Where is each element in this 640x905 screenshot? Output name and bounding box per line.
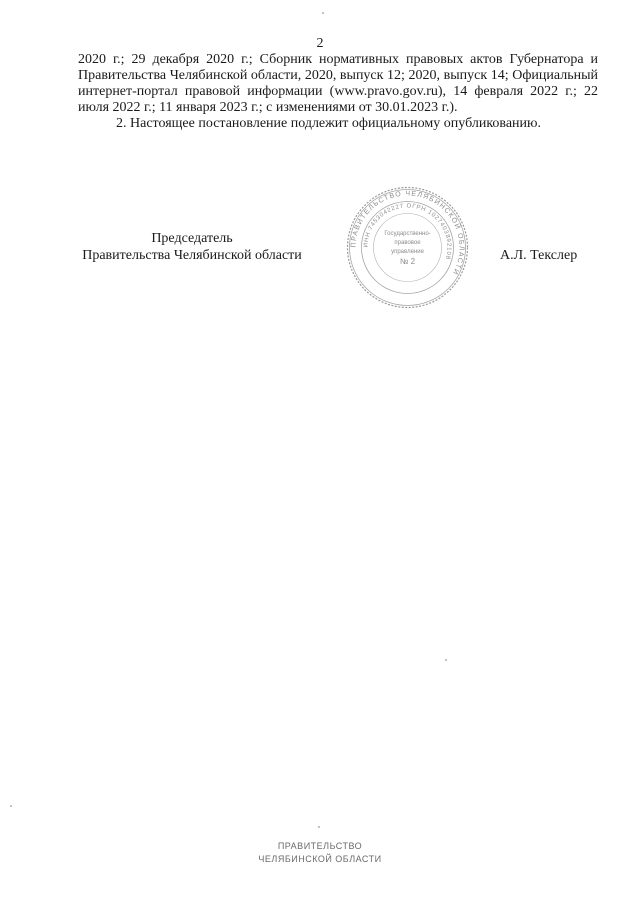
scan-speck [10,805,12,807]
seal-outer-text: ПРАВИТЕЛЬСТВО ЧЕЛЯБИНСКОЙ ОБЛАСТИ [350,190,465,277]
page-number: 2 [316,36,324,51]
signatory-title-line-2: Правительства Челябинской области [82,248,302,263]
signatory-title [62,230,322,264]
scan-speck [445,659,447,661]
seal-center-line-3: управление [391,249,424,255]
seal-center-line-4: № 2 [399,257,416,266]
seal-inner-text: ИНН 7453042227 ОГРН 1027403892108 [363,203,452,261]
footer-stamp [0,840,640,866]
signatory-name: А.Л. Текслер [500,248,578,263]
document-body [78,52,598,132]
scan-speck [322,12,324,14]
scan-speck [318,826,320,828]
seal-center-line-1: Государственно- [384,231,431,237]
body-paragraph-publication: 2. Настоящее постановление подлежит официальному опубликованию. [116,116,541,131]
official-seal [345,185,470,310]
body-paragraph-continued: 2020 г.; 29 декабря 2020 г.; Сборник нормативных правовых актов Губернатора и Правительства Челябинской области, 2020, выпуск 12; 2020, выпуск 14; Официальный интернет-портал правовой информации (www.pravo.gov.ru), 14 февраля 2022 г.; 22 июля 2022 г.; 11 января 2023 г.; с изменениями от 30.01.2023 г.). [78,52,598,115]
footer-stamp-line-2: ЧЕЛЯБИНСКОЙ ОБЛАСТИ [258,854,382,864]
signatory-title-line-1: Председатель [151,231,233,246]
footer-stamp-line-1: ПРАВИТЕЛЬСТВО [277,841,363,851]
seal-center-line-2: правовое [394,240,421,246]
